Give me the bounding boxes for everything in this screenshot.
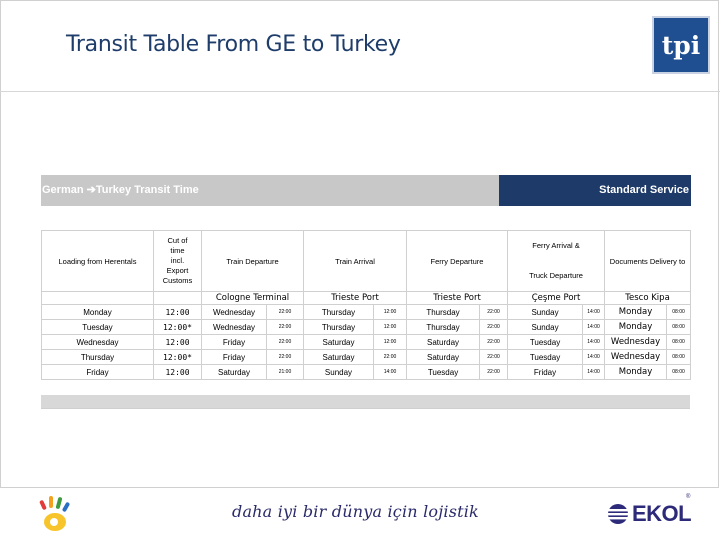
- cell-train-arrival-day: Thursday: [304, 320, 374, 335]
- cell-ferry-departure-time: 22:00: [480, 320, 508, 335]
- cell-document-day: Monday: [605, 320, 667, 335]
- location-trieste-arrival: Trieste Port: [304, 292, 407, 305]
- table-location-row: [42, 292, 691, 305]
- cell-ferry-departure-day: Thursday: [407, 305, 480, 320]
- cell-ferry-departure-day: Saturday: [407, 335, 480, 350]
- cell-train-arrival-time: 14:00: [374, 365, 407, 380]
- table-footer-band: [41, 395, 690, 408]
- header-cutoff-line: Customs: [162, 276, 193, 285]
- cell-train-arrival-time: 12:00: [374, 305, 407, 320]
- location-cesme: Çeşme Port: [508, 292, 605, 305]
- cell-train-departure-time: 22:00: [267, 335, 304, 350]
- table-row: [42, 365, 691, 380]
- cell-train-departure-time: 22:00: [267, 320, 304, 335]
- cell-ferry-arrival-time: 14:00: [583, 350, 605, 365]
- cell-ferry-arrival-day: Sunday: [508, 320, 583, 335]
- section-banner: [41, 175, 691, 206]
- cell-ferry-departure-time: 22:00: [480, 335, 508, 350]
- cell-document-time: 08:00: [667, 305, 691, 320]
- header-cutoff-line: incl.: [170, 256, 185, 265]
- location-tesco: Tesco Kipa: [605, 292, 691, 305]
- cell-cutoff: 12:00: [154, 305, 202, 320]
- cell-train-departure-time: 22:00: [267, 350, 304, 365]
- cell-ferry-departure-day: Saturday: [407, 350, 480, 365]
- cell-ferry-departure-day: Tuesday: [407, 365, 480, 380]
- header-loading: Loading from Herentals: [42, 231, 154, 292]
- cell-ferry-departure-time: 22:00: [480, 305, 508, 320]
- cell-train-departure-day: Friday: [202, 350, 267, 365]
- cell-train-arrival-day: Saturday: [304, 350, 374, 365]
- cell-cutoff: 12:00: [154, 365, 202, 380]
- cell-train-arrival-time: 22:00: [374, 350, 407, 365]
- cell-loading: Tuesday: [42, 320, 154, 335]
- cell-cutoff: 12:00*: [154, 350, 202, 365]
- cell-ferry-departure-time: 22:00: [480, 350, 508, 365]
- cell-cutoff: 12:00: [154, 335, 202, 350]
- header-cutoff-line: Cut of: [167, 236, 188, 245]
- header-cutoff-line: Export: [166, 266, 189, 275]
- cell-ferry-departure-time: 22:00: [480, 365, 508, 380]
- cell-document-day: Monday: [605, 305, 667, 320]
- registered-mark: ®: [686, 494, 691, 500]
- cell-loading: Friday: [42, 365, 154, 380]
- colorful-hand-logo-icon: [38, 495, 74, 533]
- header-ferry-arrival-line1: Ferry Arrival &: [532, 241, 580, 250]
- cell-ferry-arrival-time: 14:00: [583, 335, 605, 350]
- cell-document-day: Wednesday: [605, 350, 667, 365]
- tpi-logo-text: tpi: [661, 30, 701, 60]
- title-divider: [0, 91, 720, 92]
- cell-document-time: 08:00: [667, 320, 691, 335]
- cell-document-day: Monday: [605, 365, 667, 380]
- cell-train-departure-day: Wednesday: [202, 320, 267, 335]
- cell-loading: Monday: [42, 305, 154, 320]
- cell-ferry-arrival-day: Friday: [508, 365, 583, 380]
- cell-cutoff: 12:00*: [154, 320, 202, 335]
- cell-train-arrival-day: Saturday: [304, 335, 374, 350]
- cell-ferry-arrival-day: Tuesday: [508, 350, 583, 365]
- ekol-wordmark: EKOL: [632, 501, 692, 526]
- location-empty: [42, 292, 154, 305]
- cell-train-departure-day: Friday: [202, 335, 267, 350]
- cell-train-arrival-day: Thursday: [304, 305, 374, 320]
- cell-ferry-arrival-time: 14:00: [583, 305, 605, 320]
- banner-service-label: Standard Service: [499, 175, 691, 206]
- cell-document-time: 08:00: [667, 335, 691, 350]
- cell-document-time: 08:00: [667, 350, 691, 365]
- cell-ferry-arrival-day: Sunday: [508, 305, 583, 320]
- header-ferry-arrival-line2: Truck Departure: [529, 271, 583, 280]
- transit-table: [41, 230, 691, 380]
- ekol-mark-icon: [606, 503, 630, 525]
- location-cologne: Cologne Terminal: [202, 292, 304, 305]
- page-title: Transit Table From GE to Turkey: [66, 32, 401, 57]
- header-cutoff-line: time: [170, 246, 185, 255]
- cell-train-arrival-day: Sunday: [304, 365, 374, 380]
- cell-document-day: Wednesday: [605, 335, 667, 350]
- ekol-logo: [606, 503, 691, 525]
- location-empty: [154, 292, 202, 305]
- header-ferry-arrival: [508, 231, 605, 292]
- cell-train-arrival-time: 12:00: [374, 335, 407, 350]
- table-row: [42, 335, 691, 350]
- cell-ferry-departure-day: Thursday: [407, 320, 480, 335]
- cell-document-time: 08:00: [667, 365, 691, 380]
- cell-ferry-arrival-time: 14:00: [583, 365, 605, 380]
- slogan-text: daha iyi bir dünya için lojistik: [232, 502, 479, 521]
- header-documents-delivery: Documents Delivery to: [605, 231, 691, 292]
- cell-ferry-arrival-day: Tuesday: [508, 335, 583, 350]
- header-cutoff: [154, 231, 202, 292]
- table-row: [42, 320, 691, 335]
- table-row: [42, 305, 691, 320]
- cell-loading: Wednesday: [42, 335, 154, 350]
- cell-loading: Thursday: [42, 350, 154, 365]
- cell-train-arrival-time: 12:00: [374, 320, 407, 335]
- cell-train-departure-time: 21:00: [267, 365, 304, 380]
- table-header-row: [42, 231, 691, 292]
- header-train-arrival: Train Arrival: [304, 231, 407, 292]
- table-footer-rule: [41, 408, 690, 409]
- header-train-departure: Train Departure: [202, 231, 304, 292]
- header-ferry-departure: Ferry Departure: [407, 231, 508, 292]
- table-row: [42, 350, 691, 365]
- cell-train-departure-day: Saturday: [202, 365, 267, 380]
- banner-route-label: German ➔Turkey Transit Time: [41, 175, 499, 206]
- cell-train-departure-day: Wednesday: [202, 305, 267, 320]
- cell-train-departure-time: 22:00: [267, 305, 304, 320]
- location-trieste-departure: Trieste Port: [407, 292, 508, 305]
- tpi-logo: [652, 16, 710, 74]
- cell-ferry-arrival-time: 14:00: [583, 320, 605, 335]
